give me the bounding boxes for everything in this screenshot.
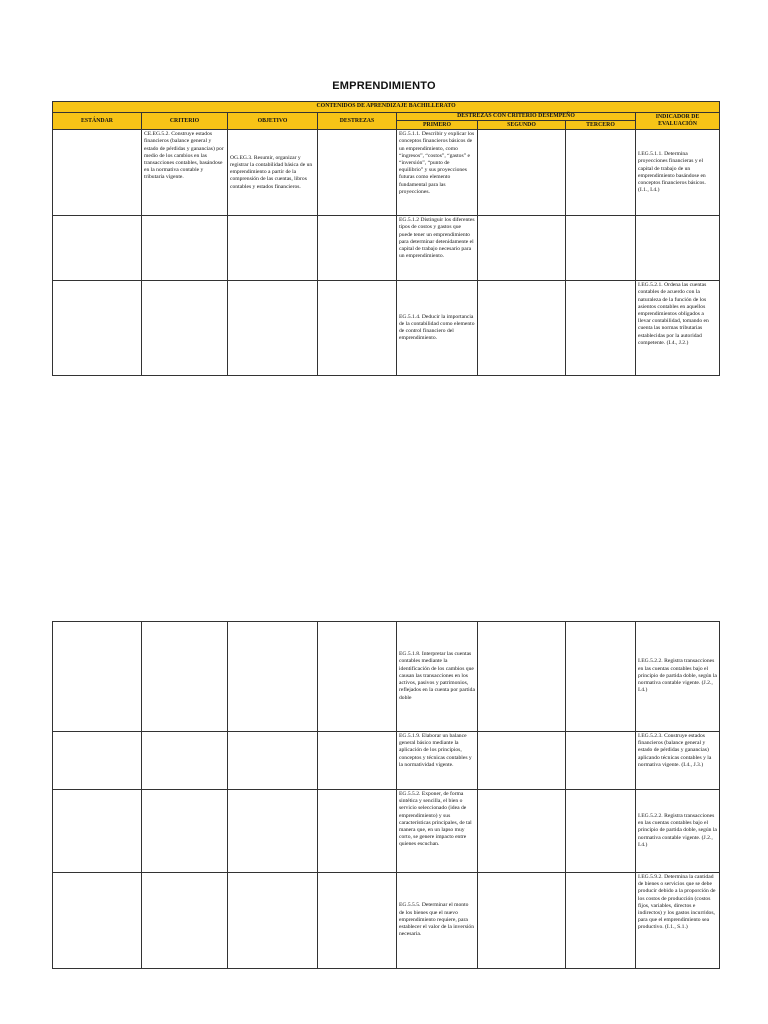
- cell-destrezas: [318, 873, 397, 969]
- cell-segundo: [478, 130, 566, 216]
- cell-tercero: [566, 790, 636, 873]
- cell-tercero: [566, 873, 636, 969]
- header-indicador: INDICADOR DE EVALUACIÓN: [636, 113, 720, 130]
- cell-objetivo: [228, 873, 318, 969]
- page-title: EMPRENDIMIENTO: [332, 80, 436, 92]
- cell-destrezas: [318, 732, 397, 790]
- cell-indicador: I.EG.5.2.2. Registra transacciones en las cuentas contables bajo el principio de partida doble, según la normativa contable vigente. (J.2., I.4.): [636, 790, 720, 873]
- cell-objetivo: [228, 790, 318, 873]
- table-row: [53, 281, 720, 376]
- cell-tercero: [566, 130, 636, 216]
- cell-destrezas: [318, 281, 397, 376]
- cell-tercero: [566, 622, 636, 732]
- cell-criterio: [142, 281, 228, 376]
- header-primero: PRIMERO: [397, 121, 478, 130]
- cell-objetivo: [228, 732, 318, 790]
- cell-objetivo: [228, 622, 318, 732]
- cell-primero: EG.5.1.2 Distinguir los diferentes tipos de costos y gastos que puede tener un emprendimiento para determinar detenidamente el capital de trabajo necesario para un emprendimiento.: [397, 216, 478, 281]
- cell-indicador: [636, 216, 720, 281]
- table-row: [53, 873, 720, 969]
- cell-estandar: [53, 281, 142, 376]
- cell-objetivo: [228, 216, 318, 281]
- cell-criterio: [142, 216, 228, 281]
- header-destrezas-criterio: DESTREZAS CON CRITERIO DESEMPEÑO: [397, 113, 636, 121]
- cell-segundo: [478, 216, 566, 281]
- cell-indicador: I.EG.5.2.1. Ordena las cuentas contables de acuerdo con la naturaleza de la función de los asientos contables en aquellos emprendimientos obligados a llevar contabilidad, tomando en cuenta las normas tributarias establecidas por la autoridad competente. (I.4., J.2.): [636, 281, 720, 376]
- cell-tercero: [566, 216, 636, 281]
- cell-segundo: [478, 622, 566, 732]
- header-estandar: ESTÁNDAR: [53, 113, 142, 130]
- cell-segundo: [478, 281, 566, 376]
- cell-primero: EG.5.5.2. Exponer, de forma sintética y sencilla, el bien o servicio seleccionado (idea de emprendimiento) y sus características principales, de tal manera que, en un lapso muy corto, se genere impacto entre quienes escuchan.: [397, 790, 478, 873]
- header-destrezas: DESTREZAS: [318, 113, 397, 130]
- table-row: [53, 732, 720, 790]
- cell-destrezas: [318, 790, 397, 873]
- cell-criterio: [142, 622, 228, 732]
- curriculum-table-continued: [52, 621, 720, 969]
- header-objetivo: OBJETIVO: [228, 113, 318, 130]
- cell-destrezas: [318, 622, 397, 732]
- cell-indicador: I.EG.5.2.3. Construye estados financieros (balance general y estado de pérdidas y ganancias) aplicando técnicas contables y la normativa vigente. (I.4., J.3.): [636, 732, 720, 790]
- header-tercero: TERCERO: [566, 121, 636, 130]
- curriculum-table: [52, 101, 720, 376]
- cell-destrezas: [318, 130, 397, 216]
- cell-indicador: I.EG.5.1.1. Determina proyecciones financieras y el capital de trabajo de un emprendimiento basándose en conceptos financieros básicos. (I.1., I.4.): [636, 130, 720, 216]
- cell-primero: EG.5.1.4. Deducir la importancia de la contabilidad como elemento de control financiero del emprendimiento.: [397, 281, 478, 376]
- cell-primero: EG.5.5.5. Determinar el monto de los bienes que el nuevo emprendimiento requiere, para establecer el valor de la inversión necesaria.: [397, 873, 478, 969]
- header-criterio: CRITERIO: [142, 113, 228, 130]
- header-segundo: SEGUNDO: [478, 121, 566, 130]
- table-row: [53, 130, 720, 216]
- cell-estandar: [53, 873, 142, 969]
- cell-estandar: [53, 732, 142, 790]
- cell-primero: EG.5.1.1. Describir y explicar los conceptos financieros básicos de un emprendimiento, como “ingresos”, “costos”, “gastos” e “inversión”, “punto de equilibrio” y sus proyecciones futuras como elemento fundamental para las proyecciones.: [397, 130, 478, 216]
- cell-criterio: CE.EG.5.2. Construye estados financieros (balance general y estado de pérdidas y ganancias) por medio de los cambios en las transacciones contables, basándose en la normativa contable y tributaria vigente.: [142, 130, 228, 216]
- cell-estandar: [53, 130, 142, 216]
- cell-criterio: [142, 790, 228, 873]
- cell-destrezas: [318, 216, 397, 281]
- cell-estandar: [53, 622, 142, 732]
- table-banner: CONTENIDOS DE APRENDIZAJE BACHILLERATO: [53, 102, 720, 113]
- cell-estandar: [53, 790, 142, 873]
- cell-segundo: [478, 790, 566, 873]
- cell-segundo: [478, 873, 566, 969]
- cell-tercero: [566, 281, 636, 376]
- table-row: [53, 790, 720, 873]
- table-row: [53, 622, 720, 732]
- cell-indicador: I.EG.5.9.2. Determina la cantidad de bienes o servicios que se debe producir debido a la proporción de los costos de producción (costos fijos, variables, directos e indirectos) y los gastos incurridos, para que el emprendimiento sea productivo. (I.1., S.1.): [636, 873, 720, 969]
- cell-tercero: [566, 732, 636, 790]
- cell-estandar: [53, 216, 142, 281]
- cell-objetivo: OG.EG.3. Resumir, organizar y registrar la contabilidad básica de un emprendimiento a partir de la comprensión de las cuentas, libros contables y estados financieros.: [228, 130, 318, 216]
- cell-primero: EG.5.1.9. Elaborar un balance general básico mediante la aplicación de los principios, conceptos y técnicas contables y la normatividad vigente.: [397, 732, 478, 790]
- cell-indicador: I.EG.5.2.2. Registra transacciones en las cuentas contables bajo el principio de partida doble, según la normativa contable vigente. (J.2., I.4.): [636, 622, 720, 732]
- table-row: [53, 216, 720, 281]
- cell-primero: EG.5.1.8. Interpretar las cuentas contables mediante la identificación de los cambios que causan las transacciones en los activos, pasivos y patrimonios, reflejados en la cuenta por partida doble: [397, 622, 478, 732]
- cell-criterio: [142, 732, 228, 790]
- cell-segundo: [478, 732, 566, 790]
- cell-criterio: [142, 873, 228, 969]
- cell-objetivo: [228, 281, 318, 376]
